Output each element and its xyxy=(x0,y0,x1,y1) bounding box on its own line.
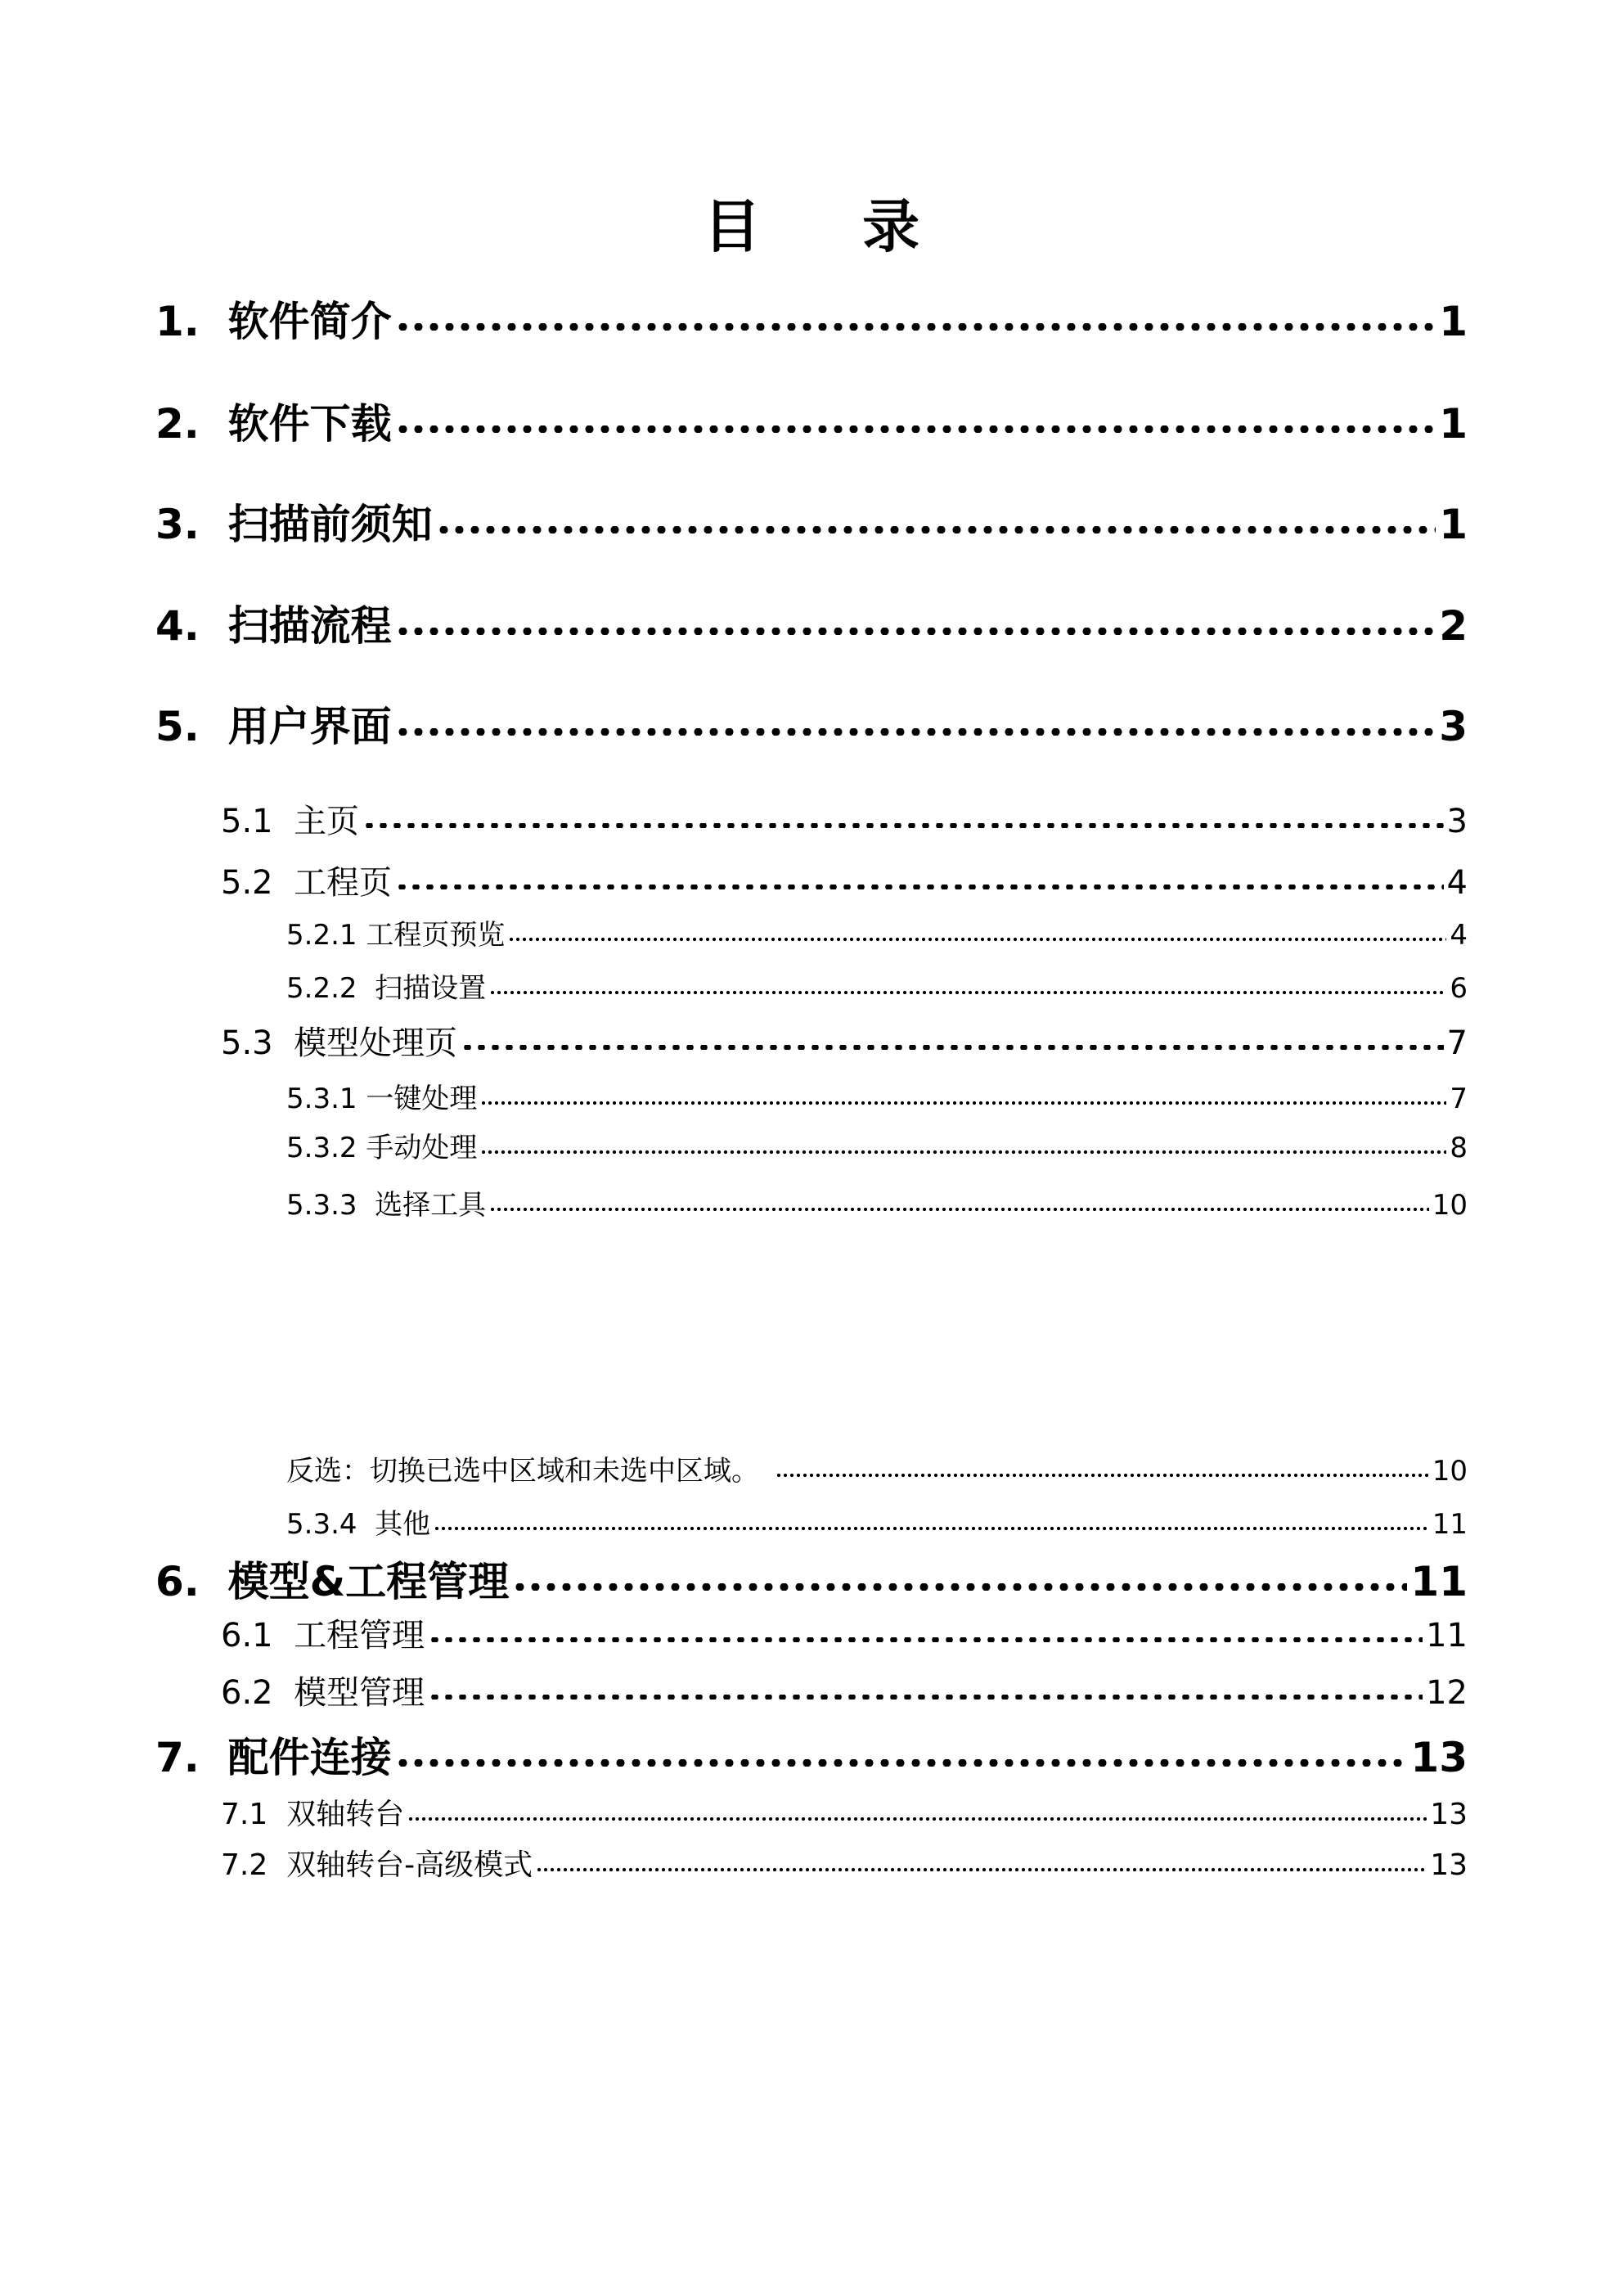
toc-entry-page: 7 xyxy=(1446,1024,1468,1062)
toc-entry-number: 7.1 xyxy=(221,1798,268,1831)
toc-entry-page: 11 xyxy=(1410,1558,1468,1605)
toc-entry-label xyxy=(155,500,433,549)
toc-entry-label xyxy=(286,1081,477,1117)
toc-entry-7-1[interactable] xyxy=(221,1794,1468,1835)
toc-entry-page: 12 xyxy=(1426,1674,1468,1712)
toc-entry-title: 配件连接 xyxy=(227,1734,392,1781)
toc-entry-label xyxy=(221,1794,404,1835)
toc-entry-number: 6. xyxy=(155,1558,200,1605)
toc-entry-number: 5.2.1 xyxy=(286,919,357,952)
toc-entry-invert-selection[interactable] xyxy=(286,1452,1468,1489)
toc-entry-label xyxy=(286,1187,486,1223)
dot-leader xyxy=(434,1506,1429,1533)
toc-entry-page: 11 xyxy=(1432,1508,1468,1541)
toc-entry-label xyxy=(155,399,392,448)
dot-leader xyxy=(395,700,1436,741)
toc-entry-title: 一键处理 xyxy=(366,1083,478,1115)
toc-entry-5-3-3[interactable] xyxy=(286,1186,1468,1223)
toc-entry-page: 10 xyxy=(1432,1455,1468,1488)
toc-entry-label xyxy=(155,702,392,751)
dot-leader xyxy=(480,1129,1446,1157)
dot-leader xyxy=(461,1021,1443,1054)
toc-entry-7-2[interactable] xyxy=(221,1845,1468,1886)
toc-entry-label xyxy=(286,1453,759,1489)
toc-entry-label xyxy=(155,297,392,346)
toc-entry-label xyxy=(221,1615,425,1656)
toc-entry-page: 8 xyxy=(1450,1132,1468,1164)
toc-entry-3[interactable] xyxy=(155,497,1468,549)
toc-entry-page: 4 xyxy=(1450,919,1468,952)
toc-entry-label xyxy=(286,1506,430,1542)
toc-entry-label xyxy=(286,917,505,953)
toc-entry-number: 7.2 xyxy=(221,1848,268,1882)
dot-leader xyxy=(489,1186,1429,1214)
toc-entry-page: 13 xyxy=(1430,1798,1468,1831)
toc-entry-title: 反选：切换已选中区域和未选中区域。 xyxy=(286,1455,759,1488)
toc-entry-title: 模型管理 xyxy=(294,1674,425,1712)
dot-leader xyxy=(776,1452,1429,1480)
dot-leader xyxy=(536,1845,1427,1875)
toc-entry-number: 5.2.2 xyxy=(286,972,357,1005)
toc-entry-title: 模型&工程管理 xyxy=(227,1558,510,1605)
toc-entry-number: 5.1 xyxy=(221,803,273,840)
toc-entry-number: 5.3.2 xyxy=(286,1132,357,1164)
toc-entry-5-3-2[interactable] xyxy=(286,1129,1468,1166)
toc-entry-number: 7. xyxy=(155,1734,200,1781)
toc-entry-page: 3 xyxy=(1446,803,1468,840)
dot-leader xyxy=(480,1080,1446,1108)
toc-entry-5-3-1[interactable] xyxy=(286,1080,1468,1117)
toc-entry-number: 4. xyxy=(155,602,200,650)
toc-entry-number: 5.3.4 xyxy=(286,1508,357,1541)
toc-entry-number: 5.3.3 xyxy=(286,1189,357,1222)
toc-entry-1[interactable] xyxy=(155,295,1468,346)
toc-entry-page: 13 xyxy=(1410,1734,1468,1781)
toc-entry-5-2-1[interactable] xyxy=(286,916,1468,953)
dot-leader xyxy=(362,799,1443,832)
toc-entry-5-1[interactable] xyxy=(221,799,1468,842)
toc-entry-title: 工程页预览 xyxy=(366,919,506,952)
dot-leader xyxy=(489,970,1446,997)
toc-entry-page: 1 xyxy=(1439,298,1468,345)
dot-leader xyxy=(512,1555,1407,1596)
toc-entry-4[interactable] xyxy=(155,599,1468,651)
toc-entry-2[interactable] xyxy=(155,397,1468,448)
toc-entry-title: 软件下载 xyxy=(227,400,392,448)
toc-entry-title: 工程管理 xyxy=(294,1617,425,1654)
toc-entry-number: 3. xyxy=(155,501,200,548)
toc-entry-title: 扫描前须知 xyxy=(227,501,433,548)
toc-entry-5-2-2[interactable] xyxy=(286,970,1468,1006)
toc-entry-label xyxy=(221,1845,533,1886)
toc-entry-number: 6.2 xyxy=(221,1674,273,1712)
dot-leader xyxy=(436,497,1436,538)
toc-entry-number: 5.3 xyxy=(221,1024,273,1062)
toc-entry-label xyxy=(155,1733,392,1782)
dot-leader xyxy=(428,1614,1423,1646)
toc-entry-number: 5.2 xyxy=(221,864,273,902)
toc-entry-page: 13 xyxy=(1430,1848,1468,1882)
toc-entry-page: 4 xyxy=(1446,864,1468,902)
toc-entry-label xyxy=(155,601,392,651)
toc-entry-page: 1 xyxy=(1439,501,1468,548)
toc-entry-page: 10 xyxy=(1432,1189,1468,1222)
toc-entry-label xyxy=(221,801,359,842)
dot-leader xyxy=(395,599,1436,640)
toc-entry-title: 扫描流程 xyxy=(227,602,392,650)
toc-entry-page: 7 xyxy=(1450,1083,1468,1115)
toc-entry-label xyxy=(286,970,486,1006)
toc-entry-label xyxy=(221,1023,457,1064)
page-title: 目 录 xyxy=(703,193,961,260)
dot-leader xyxy=(395,1731,1408,1772)
toc-entry-7[interactable] xyxy=(155,1731,1468,1782)
toc-entry-5[interactable] xyxy=(155,700,1468,751)
toc-entry-title: 双轴转台 xyxy=(286,1798,405,1831)
dot-leader xyxy=(395,397,1436,438)
toc-entry-number: 6.1 xyxy=(221,1617,273,1654)
toc-entry-page: 6 xyxy=(1450,972,1468,1005)
toc-entry-5-3[interactable] xyxy=(221,1021,1468,1064)
toc-entry-page: 1 xyxy=(1439,400,1468,448)
toc-entry-number: 5.3.1 xyxy=(286,1083,357,1115)
toc-entry-5-3-4[interactable] xyxy=(286,1506,1468,1542)
toc-entry-page: 2 xyxy=(1439,602,1468,650)
toc-entry-page: 11 xyxy=(1426,1617,1468,1654)
toc-entry-title: 手动处理 xyxy=(366,1132,478,1164)
toc-entry-number: 1. xyxy=(155,298,200,345)
toc-entry-label xyxy=(221,862,392,903)
toc-entry-title: 其他 xyxy=(375,1508,431,1541)
toc-entry-6-2[interactable] xyxy=(221,1671,1468,1713)
dot-leader xyxy=(428,1671,1423,1704)
toc-entry-label xyxy=(221,1672,425,1713)
toc-entry-page: 3 xyxy=(1439,703,1468,750)
toc-entry-6-1[interactable] xyxy=(221,1614,1468,1656)
dot-leader xyxy=(395,861,1443,894)
toc-entry-title: 扫描设置 xyxy=(375,972,487,1005)
toc-entry-title: 软件简介 xyxy=(227,298,392,345)
toc-entry-number: 5. xyxy=(155,703,200,750)
toc-entry-title: 模型处理页 xyxy=(294,1024,458,1062)
toc-entry-title: 用户界面 xyxy=(227,703,392,750)
dot-leader xyxy=(407,1794,1427,1824)
toc-entry-title: 工程页 xyxy=(294,864,393,902)
dot-leader xyxy=(395,295,1436,335)
toc-entry-label xyxy=(286,1130,477,1166)
toc-entry-5-2[interactable] xyxy=(221,861,1468,903)
dot-leader xyxy=(508,916,1446,944)
toc-entry-label xyxy=(155,1557,509,1606)
toc-entry-title: 选择工具 xyxy=(375,1189,487,1222)
toc-entry-title: 双轴转台-高级模式 xyxy=(286,1848,533,1882)
toc-entry-title: 主页 xyxy=(294,803,360,840)
toc-entry-number: 2. xyxy=(155,400,200,448)
toc-entry-6[interactable] xyxy=(155,1555,1468,1606)
